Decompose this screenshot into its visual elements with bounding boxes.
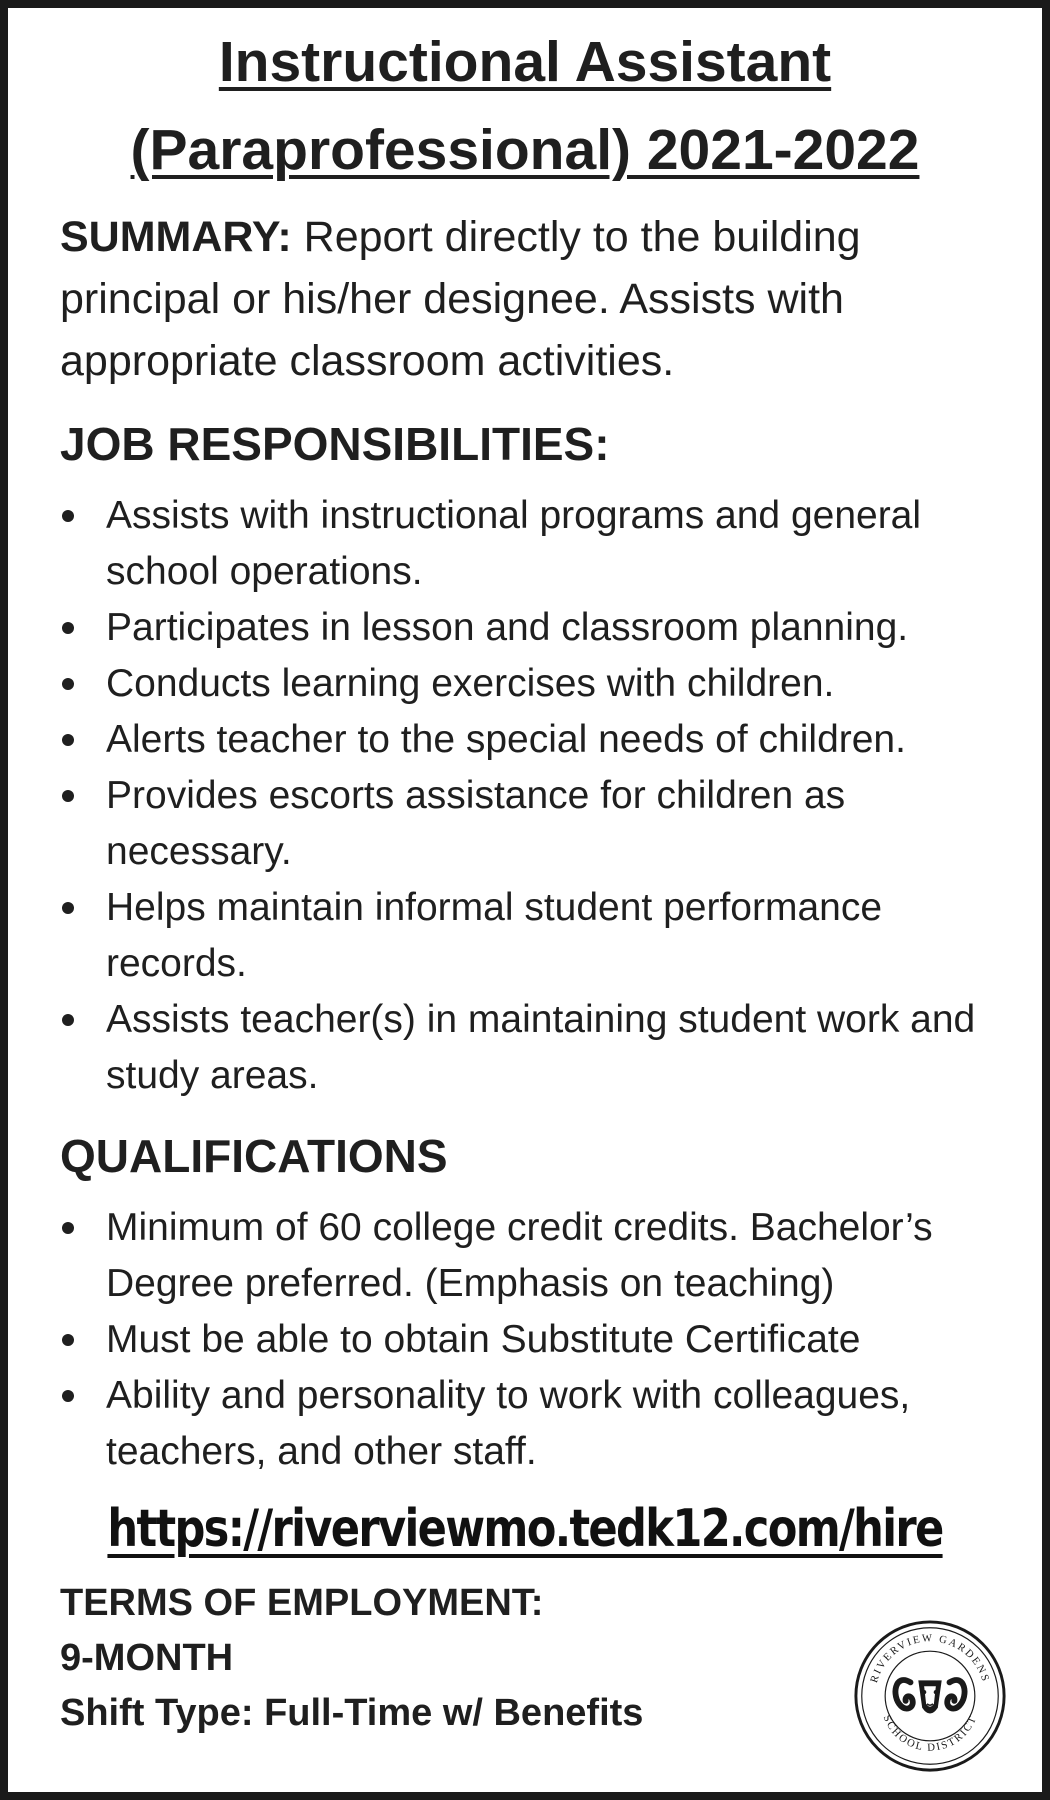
apply-link-text[interactable]: https://riverviewmo.tedk12.com/hire <box>107 1499 943 1559</box>
list-item <box>60 992 1002 1104</box>
list-item <box>60 1368 1002 1480</box>
bullet-icon <box>62 1334 74 1346</box>
list-item <box>60 880 1002 992</box>
terms-shift: Shift Type: Full-Time w/ Benefits <box>60 1692 644 1734</box>
list-item-text: Helps maintain informal student performance records. <box>106 886 883 985</box>
posting-body <box>8 206 1042 1480</box>
summary <box>60 206 1002 392</box>
summary-label: SUMMARY: <box>60 213 292 261</box>
qualifications-list <box>60 1200 1002 1480</box>
list-item-text: Participates in lesson and classroom planning. <box>106 606 909 649</box>
list-item <box>60 712 1002 768</box>
list-item-text: Conducts learning exercises with children. <box>106 662 835 705</box>
bullet-icon <box>62 1390 74 1402</box>
list-item-text: Must be able to obtain Substitute Certificate <box>106 1318 861 1361</box>
bullet-icon <box>62 902 74 914</box>
list-item <box>60 768 1002 880</box>
bullet-icon <box>62 622 74 634</box>
bullet-icon <box>62 734 74 746</box>
list-item-text: Assists with instructional programs and general school operations. <box>106 494 922 593</box>
list-item-text: Provides escorts assistance for children as necessary. <box>106 774 846 873</box>
list-item-text: Minimum of 60 college credit credits. Bachelor’s Degree preferred. (Emphasis on teaching) <box>106 1206 933 1305</box>
bullet-icon <box>62 1222 74 1234</box>
bullet-icon <box>62 1014 74 1026</box>
seal-bottom-text: SCHOOL DISTRICT <box>880 1713 980 1754</box>
summary-text: Report directly to the building principal or his/her designee. Assists with appropriate classroom activities. <box>60 213 861 385</box>
district-seal-logo <box>852 1618 1008 1774</box>
bullet-icon <box>62 790 74 802</box>
list-item <box>60 488 1002 600</box>
list-item-text: Ability and personality to work with colleagues, teachers, and other staff. <box>106 1374 911 1473</box>
job-title <box>8 18 1042 194</box>
apply-link[interactable] <box>96 1494 954 1564</box>
list-item-text: Alerts teacher to the special needs of children. <box>106 718 906 761</box>
qualifications-heading: QUALIFICATIONS <box>60 1130 448 1182</box>
list-item <box>60 1312 1002 1368</box>
responsibilities-list <box>60 488 1002 1104</box>
list-item <box>60 600 1002 656</box>
terms-heading: TERMS OF EMPLOYMENT: <box>60 1582 544 1624</box>
job-title-line-1: Instructional Assistant <box>218 30 832 94</box>
list-item-text: Assists teacher(s) in maintaining student work and study areas. <box>106 998 976 1097</box>
list-item <box>60 656 1002 712</box>
list-item <box>60 1200 1002 1312</box>
bullet-icon <box>62 678 74 690</box>
responsibilities-heading: JOB RESPONSIBILITIES: <box>60 418 610 470</box>
seal-top-text: RIVERVIEW GARDENS <box>868 1632 992 1685</box>
terms-duration: 9-MONTH <box>60 1637 234 1679</box>
bullet-icon <box>62 510 74 522</box>
job-title-line-2: (Paraprofessional) 2021-2022 <box>130 118 920 182</box>
